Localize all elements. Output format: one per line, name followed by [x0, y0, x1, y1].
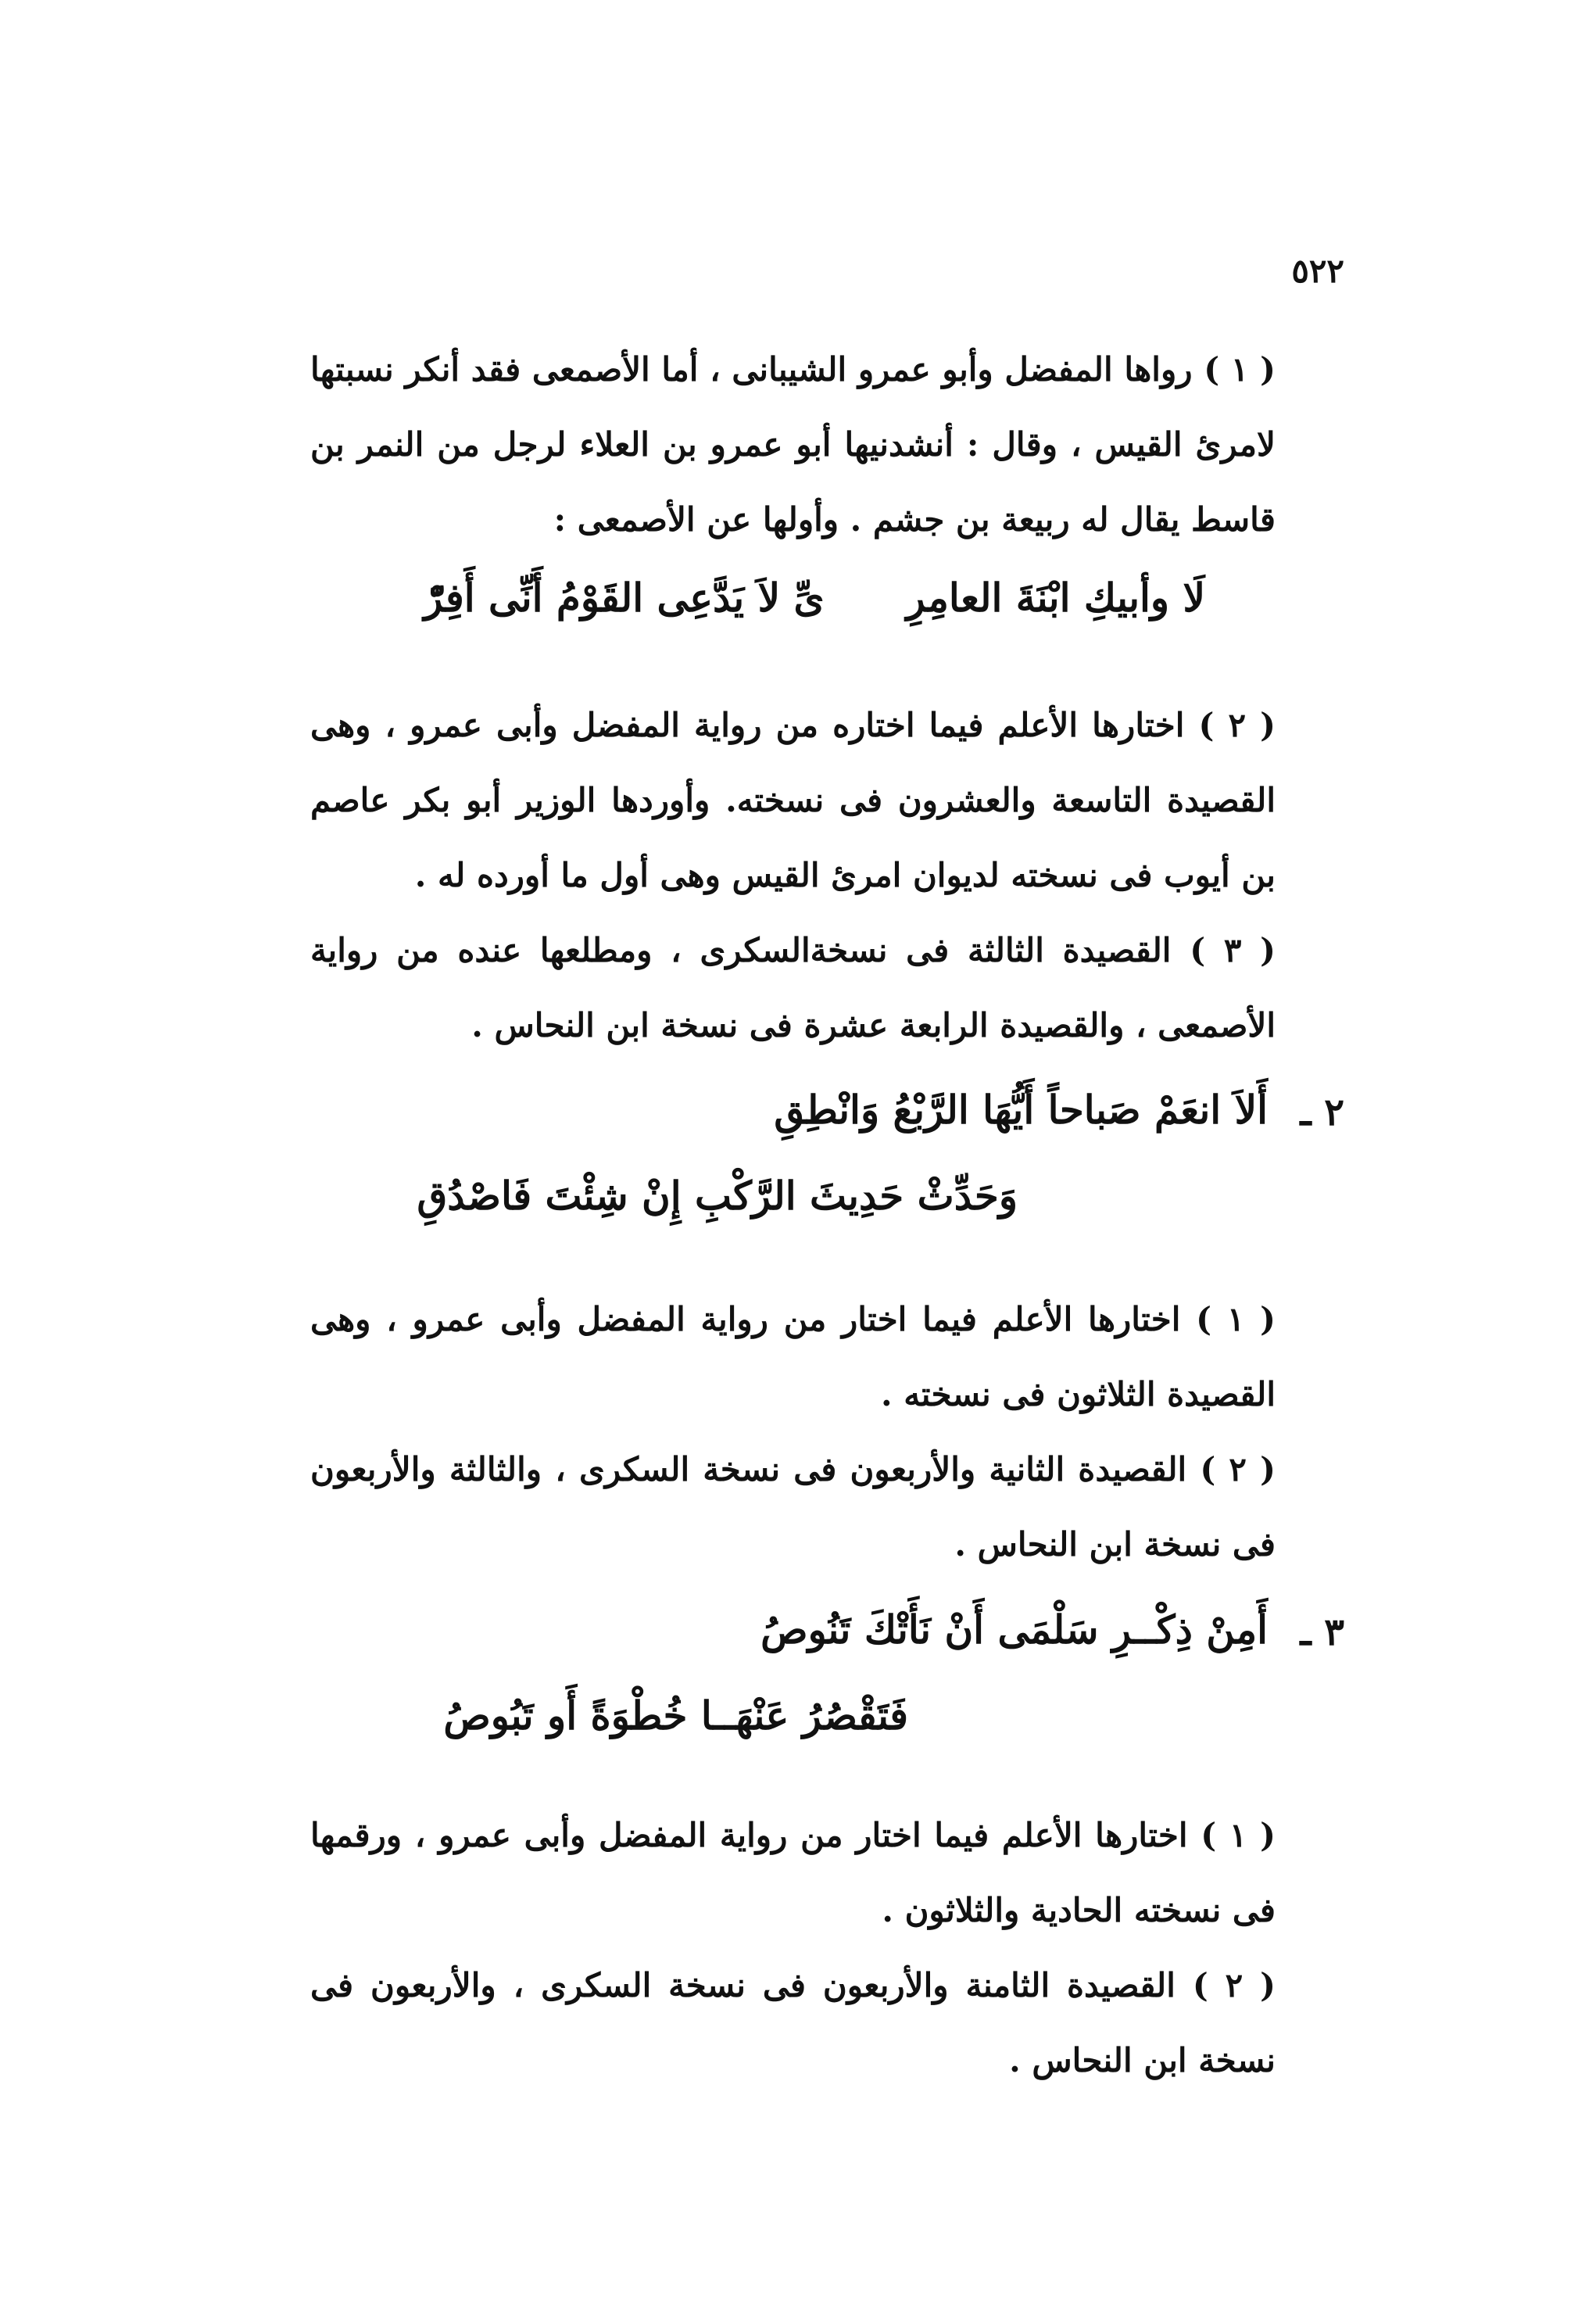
- footnote-text: القصيدة الثانية والأربعون فى نسخة السكرى ، والثالثة والأربعون فى نسخة ابن النحاس .: [310, 1450, 1276, 1563]
- footnote-number: ( ٢ ): [1200, 1450, 1276, 1488]
- footnote-number: ( ١ ): [1196, 1300, 1276, 1338]
- footnotes-poem-2: [310, 1282, 1276, 1582]
- footnote-number: ( ١ ): [1204, 350, 1276, 389]
- poem-line-1: أَمِنْ ذِكْــرِ سَلْمَى أَنْ نَأَتْكَ تَنُوصُ: [760, 1606, 1268, 1653]
- verse-second-hemistich: ىِّ لاَ يَدَّعِى القَوْمُ أَنِّى أَفِرّْ: [424, 575, 825, 621]
- poem-line-2: وَحَدِّثْ حَدِيثَ الرَّكْبِ إِنْ شِئْتَ فَاصْدُقِ: [417, 1173, 1018, 1219]
- footnotes-group-a: [310, 332, 1276, 557]
- footnote: [310, 913, 1276, 1063]
- footnote-text: القصيدة الثالثة فى نسخةالسكرى ، ومطلعها عنده من رواية الأصمعى ، والقصيدة الرابعة عشرة فى نسخة ابن النحاس .: [310, 931, 1276, 1044]
- footnote-number: ( ٢ ): [1198, 706, 1276, 744]
- footnote: [310, 1798, 1276, 1948]
- footnote: [310, 1432, 1276, 1582]
- footnote-text: اختارها الأعلم فيما اختاره من رواية المفضل وأبى عمرو ، وهى القصيدة التاسعة والعشرون فى نسخته. وأوردها الوزير أبو بكر عاصم بن أيوب فى نسخته لديوان امرئ القيس وهى أول ما أورده له .: [310, 706, 1276, 894]
- footnote-text: اختارها الأعلم فيما اختار من رواية المفضل وأبى عمرو ، وهى القصيدة الثلاثون فى نسخته .: [310, 1300, 1276, 1413]
- footnotes-group-b: [310, 688, 1276, 1063]
- footnote-text: القصيدة الثامنة والأربعون فى نسخة السكرى ، والأربعون فى نسخة ابن النحاس .: [310, 1966, 1276, 2079]
- footnotes-poem-3: [310, 1798, 1276, 2098]
- poem-number: ٣ ـ: [1300, 1610, 1344, 1654]
- page-number: ٥٢٢: [1291, 252, 1344, 290]
- footnote-number: ( ٣ ): [1190, 931, 1276, 969]
- poem-number: ٢ ـ: [1300, 1091, 1344, 1134]
- footnote: [310, 332, 1276, 557]
- poem-line-2: فَتَقْصُرُ عَنْهَــا خُطْوَةً أَو تَبُوصُ: [443, 1692, 908, 1739]
- footnote: [310, 688, 1276, 913]
- footnote-number: ( ١ ): [1201, 1816, 1276, 1854]
- poem-line-1: أَلاَ انعَمْ صَباحاً أَيُّهَا الرَّبْعُ وَانْطِقِ: [774, 1087, 1268, 1133]
- footnote: [310, 1948, 1276, 2098]
- footnote-text: اختارها الأعلم فيما اختار من رواية المفضل وأبى عمرو ، ورقمها فى نسخته الحادية والثلاثون .: [310, 1816, 1276, 1929]
- verse-first-hemistich: لَا وأبيكِ ابْنَةَ العامِرِ: [906, 575, 1205, 621]
- footnote-text: رواها المفضل وأبو عمرو الشيبانى ، أما الأصمعى فقد أنكر نسبتها لامرئ القيس ، وقال : أنشدنيها أبو عمرو بن العلاء لرجل من النمر بن قاسط يقال له ربيعة بن جشم . وأولها عن الأصمعى :: [310, 350, 1276, 539]
- footnote: [310, 1282, 1276, 1432]
- quoted-verse: [424, 575, 1205, 621]
- footnote-number: ( ٢ ): [1192, 1966, 1276, 2004]
